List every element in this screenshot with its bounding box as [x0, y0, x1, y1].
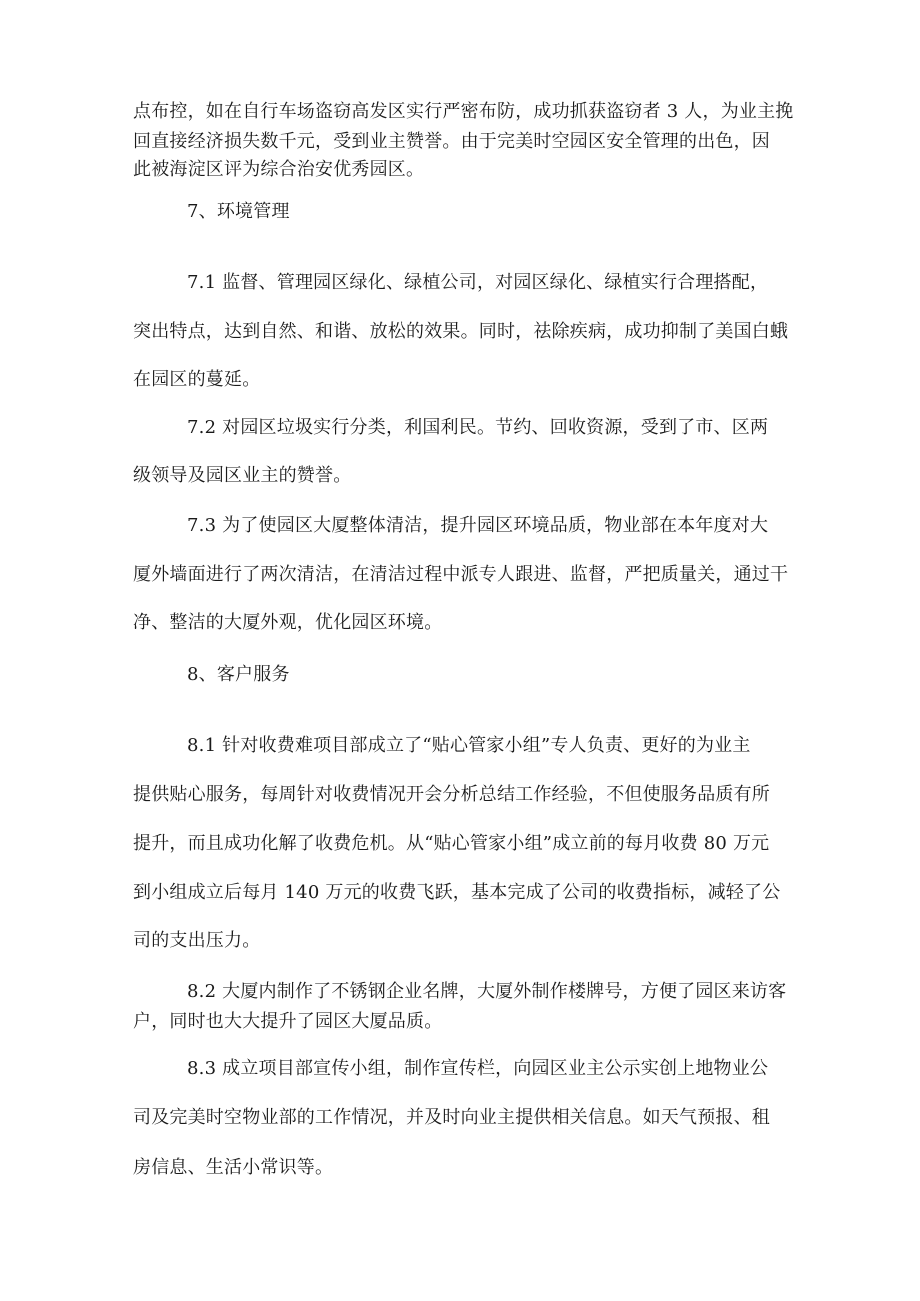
text-line: 7.1 监督、管理园区绿化、绿植公司，对园区绿化、绿植实行合理搭配， [187, 272, 769, 293]
text-line: 点布控，如在自行车场盗窃高发区实行严密布防，成功抓获盗窃者 3 人，为业主挽 [133, 101, 794, 122]
text-line: 突出特点，达到自然、和谐、放松的效果。同时，祛除疾病，成功抑制了美国白蛾 [133, 321, 789, 342]
text-line: 7.2 对园区垃圾实行分类，利国利民。节约、回收资源，受到了市、区两 [187, 417, 769, 438]
text-line: 户，同时也大大提升了园区大厦品质。 [133, 1011, 443, 1032]
text-line: 此被海淀区评为综合治安优秀园区。 [133, 159, 425, 180]
text-line: 回直接经济损失数千元，受到业主赞誉。由于完美时空园区安全管理的出色，因 [133, 131, 770, 152]
text-line: 在园区的蔓延。 [133, 369, 261, 390]
text-line: 到小组成立后每月 140 万元的收费飞跃，基本完成了公司的收费指标，减轻了公 [133, 882, 781, 903]
text-line: 净、整洁的大厦外观，优化园区环境。 [133, 612, 443, 633]
text-line: 房信息、生活小常识等。 [133, 1157, 334, 1178]
text-line: 8.2 大厦内制作了不锈钢企业名牌，大厦外制作楼牌号，方便了园区来访客 [187, 981, 787, 1002]
text-line: 司及完美时空物业部的工作情况，并及时向业主提供相关信息。如天气预报、租 [133, 1107, 770, 1128]
text-line: 提升，而且成功化解了收费危机。从“贴心管家小组”成立前的每月收费 80 万元 [133, 833, 770, 854]
text-line: 厦外墙面进行了两次清洁，在清洁过程中派专人跟进、监督，严把质量关，通过干 [133, 564, 789, 585]
text-line: 8.1 针对收费难项目部成立了“贴心管家小组”专人负责、更好的为业主 [187, 735, 751, 756]
text-line: 7.3 为了使园区大厦整体清洁，提升园区环境品质，物业部在本年度对大 [187, 515, 769, 536]
section-heading-environment: 7、环境管理 [187, 201, 290, 222]
text-line: 提供贴心服务，每周针对收费情况开会分析总结工作经验，不但使服务品质有所 [133, 784, 770, 805]
text-line: 8.3 成立项目部宣传小组，制作宣传栏，向园区业主公示实创上地物业公 [187, 1058, 769, 1079]
text-line: 司的支出压力。 [133, 930, 261, 951]
text-line: 级领导及园区业主的赞誉。 [133, 465, 352, 486]
section-heading-customer-service: 8、客户服务 [187, 664, 290, 685]
